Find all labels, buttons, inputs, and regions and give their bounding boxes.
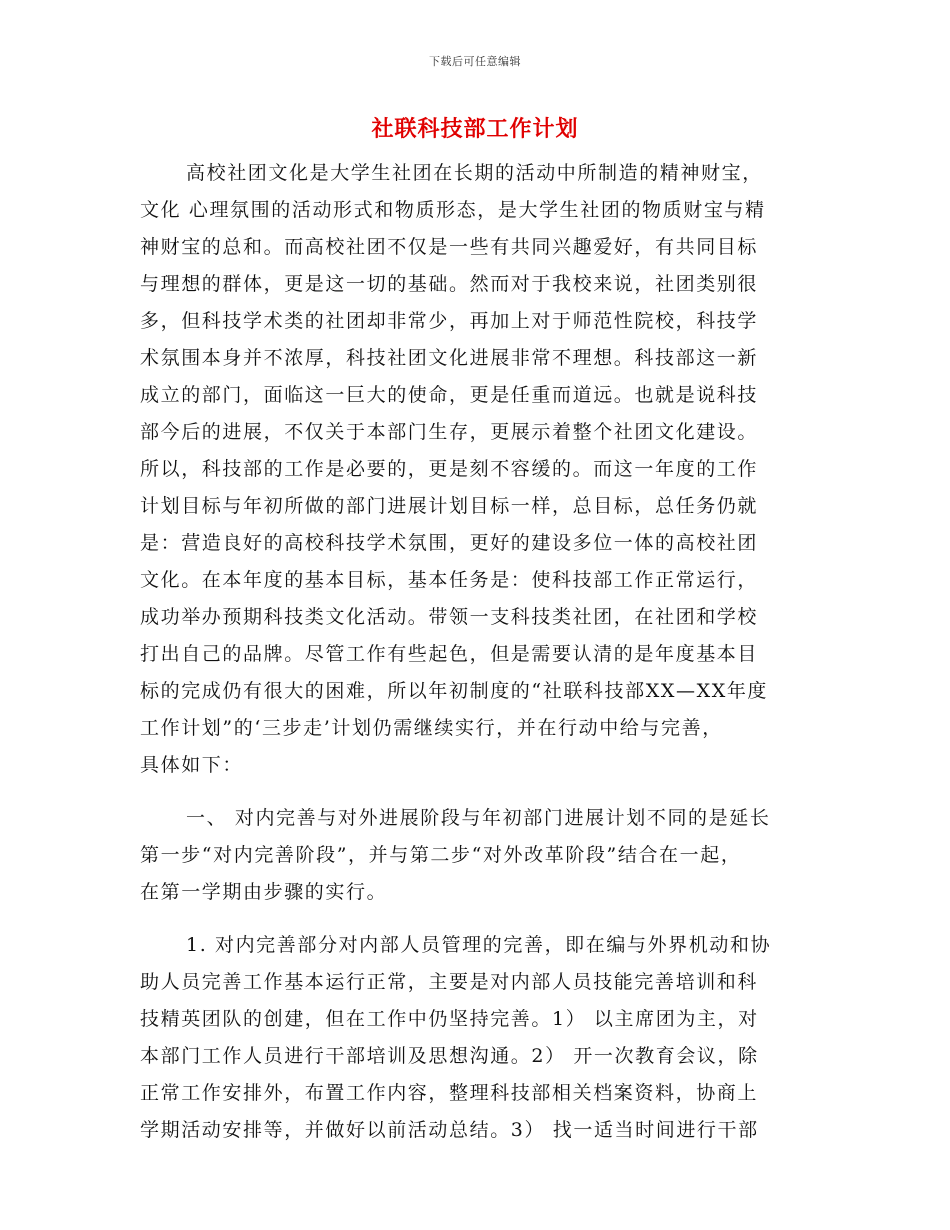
- header-note: 下载后可任意编辑: [429, 55, 521, 68]
- text-line: 成功举办预期科技类文化活动。带领一支科技类社团，在社团和学校: [140, 606, 759, 628]
- text-line: 是：营造良好的高校科技学术氛围，更好的建设多位一体的高校社团: [140, 532, 759, 554]
- paragraph-intro: [140, 155, 800, 784]
- text-line: 文化。在本年度的基本目标，基本任务是：使科技部工作正常运行，: [140, 569, 759, 591]
- document-title: 社联科技部工作计划: [371, 116, 579, 142]
- text-line: 成立的部门，面临这一巨大的使命，更是任重而道远。也就是说科技: [140, 384, 759, 406]
- text-line: 神财宝的总和。而高校社团不仅是一些有共同兴趣爱好，有共同目标: [140, 236, 759, 258]
- text-line: 本部门工作人员进行干部培训及思想沟通。2） 开一次教育会议，除: [140, 1045, 759, 1067]
- text-line: 一、 对内完善与对外进展阶段与年初部门进展计划不同的是延长: [186, 807, 771, 829]
- text-line: 在第一学期由步骤的实行。: [140, 881, 388, 903]
- text-line: 技精英团队的创建，但在工作中仍坚持完善。1） 以主席团为主，对: [140, 1008, 759, 1030]
- text-line: 第一步“对内完善阶段”，并与第二步“对外改革阶段”结合在一起，: [140, 844, 742, 866]
- text-line: 打出自己的品牌。尽管工作有些起色，但是需要认清的是年度基本目: [140, 643, 759, 665]
- text-line: 标的完成仍有很大的困难，所以年初制度的“社联科技部XX—XX年度: [140, 680, 769, 702]
- text-line: 文化 心理氛围的活动形式和物质形态，是大学生社团的物质财宝与精: [140, 199, 766, 221]
- text-line: 工作计划”的‘三步走’计划仍需继续实行，并在行动中给与完善，: [140, 717, 723, 739]
- paragraph-gap: [140, 784, 800, 800]
- text-line: 计划目标与年初所做的部门进展计划目标一样，总目标，总任务仍就: [140, 495, 759, 517]
- text-line: 所以，科技部的工作是必要的，更是刻不容缓的。而这一年度的工作: [140, 458, 759, 480]
- paragraph-item-one: [140, 927, 800, 1149]
- text-line: 术氛围本身并不浓厚，科技社团文化进展非常不理想。科技部这一新: [140, 347, 759, 369]
- paragraph-section-one: [140, 800, 800, 911]
- text-line: 部今后的进展，不仅关于本部门生存，更展示着整个社团文化建设。: [140, 421, 759, 443]
- text-line: 1. 对内完善部分对内部人员管理的完善，即在编与外界机动和协: [186, 934, 772, 956]
- text-line: 高校社团文化是大学生社团在长期的活动中所制造的精神财宝，: [186, 162, 763, 184]
- text-line: 学期活动安排等，并做好以前活动总结。3） 找一适当时间进行干部: [140, 1119, 759, 1141]
- text-line: 具体如下：: [140, 754, 244, 776]
- text-line: 助人员完善工作基本运行正常，主要是对内部人员技能完善培训和科: [140, 971, 759, 993]
- text-line: 与理想的群体，更是这一切的基础。然而对于我校来说，社团类别很: [140, 273, 759, 295]
- text-line: 多，但科技学术类的社团却非常少，再加上对于师范性院校，科技学: [140, 310, 759, 332]
- paragraph-gap: [140, 911, 800, 927]
- text-line: 正常工作安排外，布置工作内容，整理科技部相关档案资料，协商上: [140, 1082, 759, 1104]
- document-body: [140, 155, 800, 1149]
